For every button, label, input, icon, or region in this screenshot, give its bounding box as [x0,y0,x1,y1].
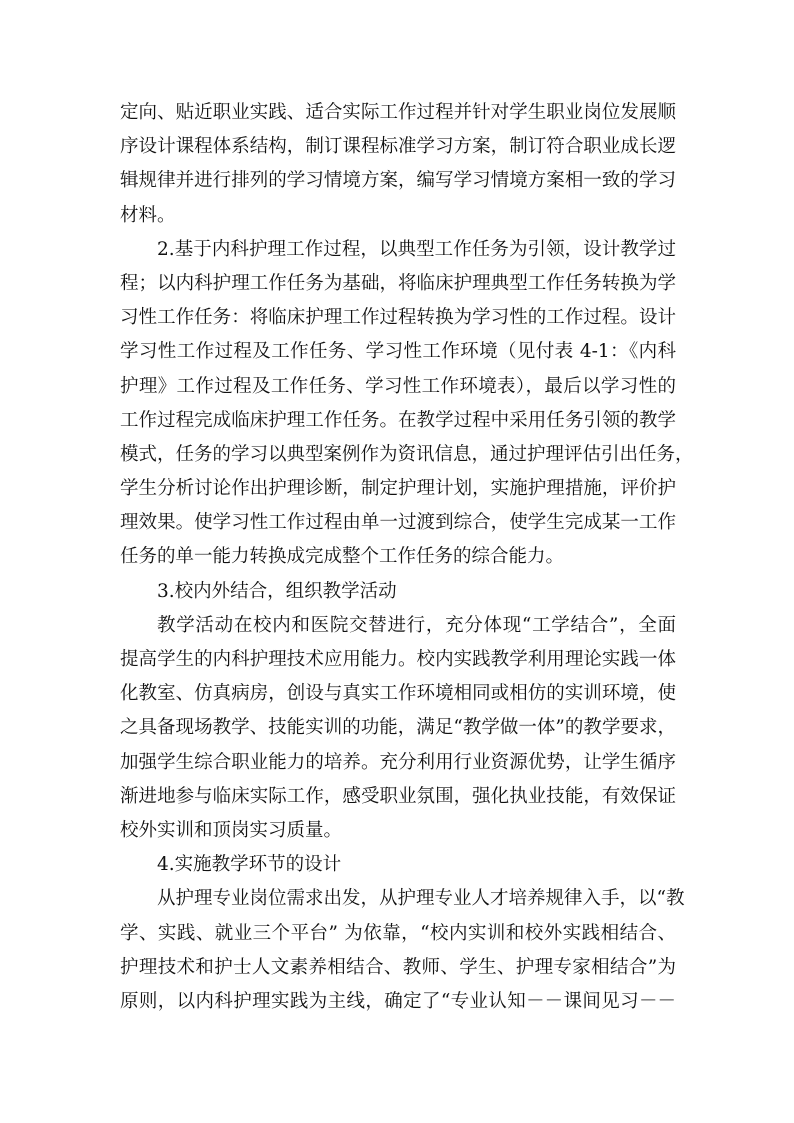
text-line: 理效果。使学习性工作过程由单一过渡到综合，使学生完成某一工作 [120,512,676,534]
text-line: 学生分析讨论作出护理诊断，制定护理计划，实施护理措施，评价护 [120,478,676,500]
text-line: 习性工作任务：将临床护理工作过程转换为学习性的工作过程。设计 [120,307,676,329]
text-line: 校外实训和顶岗实习质量。 [120,819,343,841]
text-line: 渐进地参与临床实际工作，感受职业氛围，强化执业技能，有效保证 [120,785,676,807]
text-line: 加强学生综合职业能力的培养。充分利用行业资源优势，让学生循序 [120,751,676,773]
text-line: 原则，以内科护理实践为主线，确定了“专业认知－－课间见习－－ [120,990,676,1012]
text-line: 定向、贴近职业实践、适合实际工作过程并针对学生职业岗位发展顺 [120,102,676,123]
text-line: 辑规律并进行排列的学习情境方案，编写学习情境方案相一致的学习 [120,170,676,192]
text-line: 教学活动在校内和医院交替进行，充分体现“工学结合”，全面 [157,614,676,636]
text-line: 工作过程完成临床护理工作任务。在教学过程中采用任务引领的教学 [120,409,676,431]
body-text [120,96,694,1019]
text-line: 护理》工作过程及工作任务、学习性工作环境表），最后以学习性的 [120,375,676,397]
text-line: 4.实施教学环节的设计 [157,854,342,876]
text-line: 程；以内科护理工作任务为基础，将临床护理典型工作任务转换为学 [120,272,676,294]
text-line: 任务的单一能力转换成完成整个工作任务的综合能力。 [120,546,565,568]
text-line: 学、实践、就业三个平台” 为依靠，“校内实训和校外实践相结合、 [120,922,676,944]
text-line: 序设计课程体系结构，制订课程标准学习方案，制订符合职业成长逻 [120,136,676,158]
text-line: 从护理专业岗位需求出发，从护理专业人才培养规律入手，以“教 [157,888,685,910]
text-line: 模式，任务的学习以典型案例作为资讯信息，通过护理评估引出任务， [120,443,694,465]
text-line: 材料。 [120,204,176,226]
text-line: 提高学生的内科护理技术应用能力。校内实践教学利用理论实践一体 [120,649,676,670]
text-line: 2.基于内科护理工作过程，以典型工作任务为引领，设计教学过 [157,238,676,260]
text-line: 化教室、仿真病房，创设与真实工作环境相同或相仿的实训环境，使 [120,683,676,705]
text-line: 学习性工作过程及工作任务、学习性工作环境（见付表 4-1：《内科 [120,341,676,363]
text-line: 护理技术和护士人文素养相结合、教师、学生、护理专家相结合”为 [120,956,676,978]
text-line: 3.校内外结合，组织教学活动 [157,580,397,602]
text-line: 之具备现场教学、技能实训的功能，满足“教学做一体”的教学要求， [120,717,676,739]
